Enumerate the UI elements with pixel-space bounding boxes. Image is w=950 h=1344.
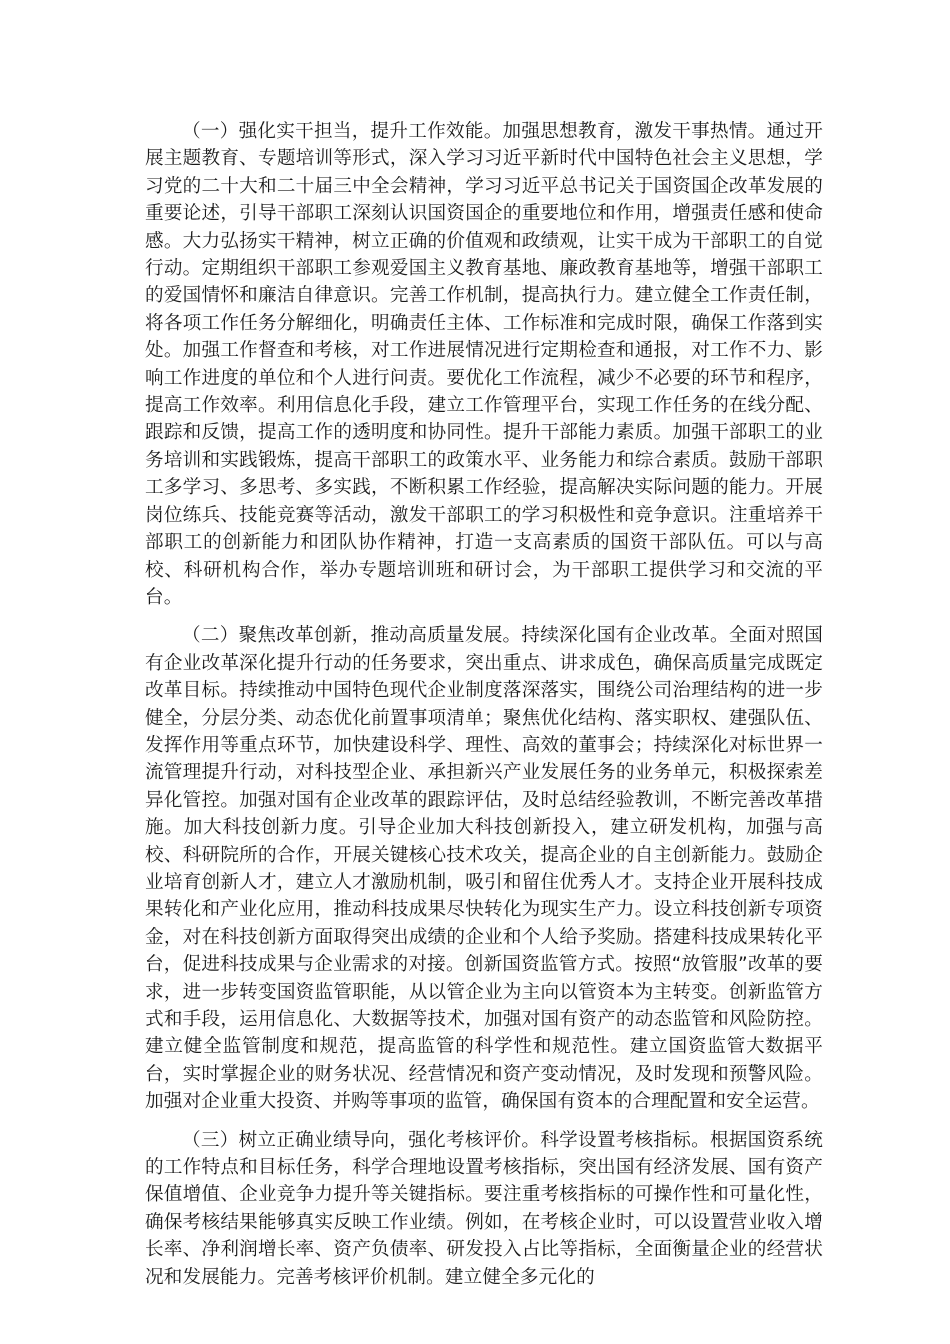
paragraph-3: （三）树立正确业绩导向，强化考核评价。科学设置考核指标。根据国资系统的工作特点和目标任务，科学合理地设置考核指标，突出国有经济发展、国有资产保值增值、企业竞争力提升等关键指标。要注重考核指标的可操作性和可量化性，确保考核结果能够真实反映工作业绩。例如，在考核企业时，可以设置营业收入增长率、净利润增长率、资产负债率、研发投入占比等指标，全面衡量企业的经营状况和发展能力。完善考核评价机制。建立健全多元化的 <box>145 1129 823 1288</box>
document-body <box>145 118 823 1302</box>
paragraph-2: （二）聚焦改革创新，推动高质量发展。持续深化国有企业改革。全面对照国有企业改革深化提升行动的任务要求，突出重点、讲求成色，确保高质量完成既定改革目标。持续推动中国特色现代企业制度落深落实，围绕公司治理结构的进一步健全，分层分类、动态优化前置事项清单；聚焦优化结构、落实职权、建强队伍、发挥作用等重点环节，加快建设科学、理性、高效的董事会；持续深化对标世界一流管理提升行动，对科技型企业、承担新兴产业发展任务的业务单元，积极探索差异化管控。加强对国有企业改革的跟踪评估，及时总结经验教训，不断完善改革措施。加大科技创新力度。引导企业加大科技创新投入，建立研发机构，加强与高校、科研院所的合作，开展关键核心技术攻关，提高企业的自主创新能力。鼓励企业培育创新人才，建立人才激励机制，吸引和留住优秀人才。支持企业开展科技成果转化和产业化应用，推动科技成果尽快转化为现实生产力。设立科技创新专项资金，对在科技创新方面取得突出成绩的企业和个人给予奖励。搭建科技成果转化平台，促进科技成果与企业需求的对接。创新国资监管方式。按照“放管服”改革的要求，进一步转变国资监管职能，从以管企业为主向以管资本为主转变。创新监管方式和手段，运用信息化、大数据等技术，加强对国有资产的动态监管和风险防控。建立健全监管制度和规范，提高监管的科学性和规范性。建立国资监管大数据平台，实时掌握企业的财务状况、经营情况和资产变动情况，及时发现和预警风险。加强对企业重大投资、并购等事项的监管，确保国有资本的合理配置和安全运营。 <box>145 625 823 1113</box>
paragraph-1: （一）强化实干担当，提升工作效能。加强思想教育，激发干事热情。通过开展主题教育、专题培训等形式，深入学习习近平新时代中国特色社会主义思想，学习党的二十大和二十届三中全会精神，学习习近平总书记关于国资国企改革发展的重要论述，引导干部职工深刻认识国资国企的重要地位和作用，增强责任感和使命感。大力弘扬实干精神，树立正确的价值观和政绩观，让实干成为干部职工的自觉行动。定期组织干部职工参观爱国主义教育基地、廉政教育基地等，增强干部职工的爱国情怀和廉洁自律意识。完善工作机制，提高执行力。建立健全工作责任制，将各项工作任务分解细化，明确责任主体、工作标准和完成时限，确保工作落到实处。加强工作督查和考核，对工作进展情况进行定期检查和通报，对工作不力、影响工作进度的单位和个人进行问责。要优化工作流程，减少不必要的环节和程序，提高工作效率。利用信息化手段，建立工作管理平台，实现工作任务的在线分配、跟踪和反馈，提高工作的透明度和协同性。提升干部能力素质。加强干部职工的业务培训和实践锻炼，提高干部职工的政策水平、业务能力和综合素质。鼓励干部职工多学习、多思考、多实践，不断积累工作经验，提高解决实际问题的能力。开展岗位练兵、技能竞赛等活动，激发干部职工的学习积极性和竞争意识。注重培养干部职工的创新能力和团队协作精神，打造一支高素质的国资干部队伍。可以与高校、科研机构合作，举办专题培训班和研讨会，为干部职工提供学习和交流的平台。 <box>145 121 823 608</box>
